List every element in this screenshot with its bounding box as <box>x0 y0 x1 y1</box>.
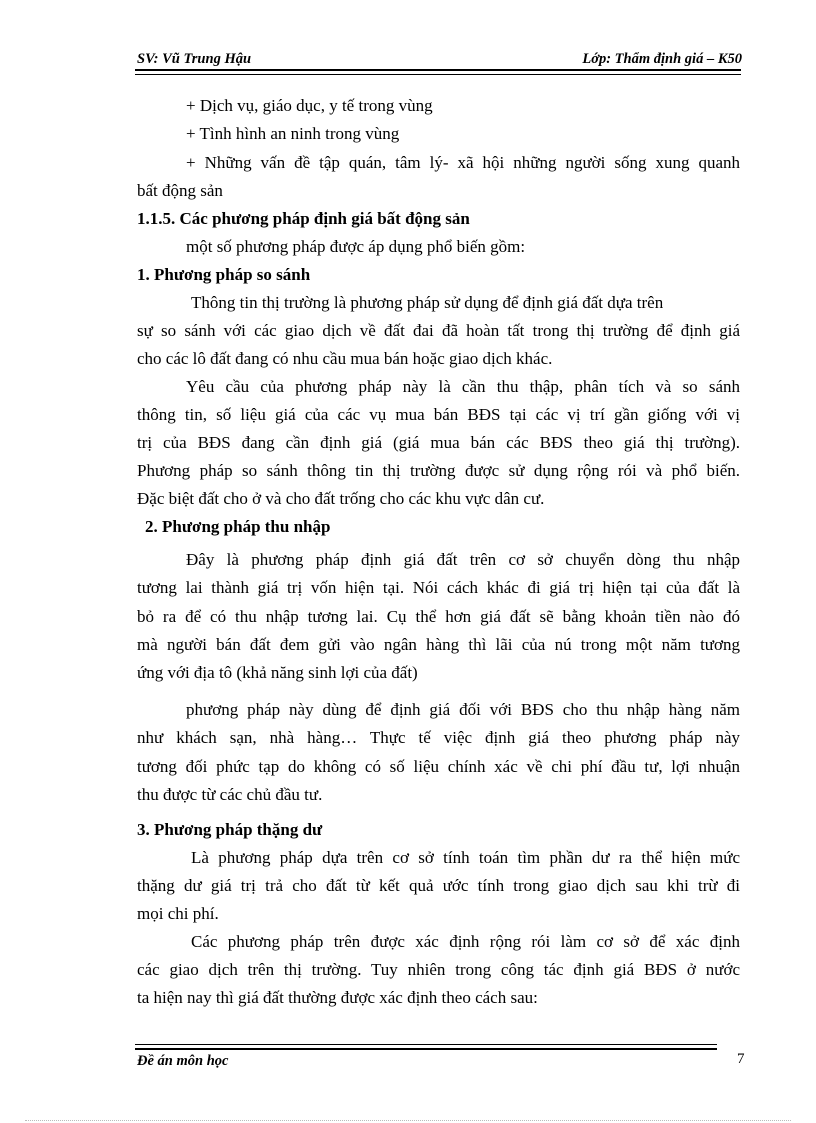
footer-rule-thick <box>135 1048 717 1050</box>
intro-line: một số phương pháp được áp dụng phổ biến gồm: <box>186 237 526 256</box>
page-bottom-divider <box>25 1120 791 1121</box>
list-item-customs-cont: bất động sản <box>137 181 223 200</box>
paragraph-line: mà người bán đất đem gửi vào ngân hàng thì lãi của nú trong một năm tương <box>137 635 740 654</box>
footer-title: Đề án môn học <box>137 1053 229 1069</box>
paragraph-line: cho các lô đất đang có nhu cầu mua bán hoặc giao dịch khác. <box>137 349 553 368</box>
paragraph-line: thặng dư giá trị trả cho đất từ kết quả ước tính trong giao dịch sau khi trừ đi <box>137 876 740 895</box>
paragraph-line: tương lai thành giá trị vốn hiện tại. Nói cách khác đi giá trị hiện tại của đất là <box>137 578 740 597</box>
paragraph-line: ứng với địa tô (khả năng sinh lợi của đất) <box>137 663 418 682</box>
header-rule-thick <box>135 69 741 71</box>
paragraph-line: Đặc biệt đất cho ở và cho đất trống cho các khu vực dân cư. <box>137 489 545 508</box>
paragraph-line: trị của BĐS đang cần định giá (giá mua bán các BĐS theo giá thị trường). <box>137 433 740 452</box>
page-number: 7 <box>737 1051 745 1067</box>
paragraph-line: Đây là phương pháp định giá đất trên cơ sở chuyển dòng thu nhập <box>186 550 740 569</box>
paragraph-line: Các phương pháp trên được xác định rộng rói làm cơ sở để xác định <box>191 932 740 951</box>
header-rule-thin <box>135 74 741 75</box>
header-class: Lớp: Thẩm định giá – K50 <box>582 51 742 67</box>
paragraph-line: thông tin, số liệu giá của các vụ mua bán BĐS tại các vị trí gần giống với vị <box>137 405 740 424</box>
list-item-customs: + Những vấn đề tập quán, tâm lý- xã hội những người sống xung quanh <box>186 153 740 172</box>
heading-comparison-method: 1. Phương pháp so sánh <box>137 265 311 284</box>
paragraph-line: Yêu cầu của phương pháp này là cần thu thập, phân tích và so sánh <box>186 377 740 396</box>
paragraph-line: sự so sánh với các giao dịch về đất đai đã hoàn tất trong thị trường để định giá <box>137 321 740 340</box>
paragraph-line: ta hiện nay thì giá đất thường được xác định theo cách sau: <box>137 988 538 1007</box>
paragraph-line: Phương pháp so sánh thông tin thị trường được sử dụng rộng rói và phổ biến. <box>137 461 740 480</box>
heading-residual-method: 3. Phương pháp thặng dư <box>137 820 323 839</box>
paragraph-line: bỏ ra để có thu nhập tương lai. Cụ thể hơn giá đất sẽ bằng khoản tiền nào đó <box>137 607 740 626</box>
paragraph-line: như khách sạn, nhà hàng… Thực tế việc định giá theo phương pháp này <box>137 728 740 747</box>
paragraph-line: Là phương pháp dựa trên cơ sở tính toán tìm phần dư ra thể hiện mức <box>191 848 740 867</box>
paragraph-line: thu được từ các chủ đầu tư. <box>137 785 323 804</box>
paragraph-line: các giao dịch trên thị trường. Tuy nhiên trong công tác định giá BĐS ở nước <box>137 960 740 979</box>
paragraph-line: mọi chi phí. <box>137 904 219 923</box>
paragraph-line: phương pháp này dùng để định giá đối với BĐS cho thu nhập hàng năm <box>186 700 740 719</box>
paragraph-line: tương đối phức tạp do không có số liệu chính xác về chi phí đầu tư, lợi nhuận <box>137 757 740 776</box>
header-student-name: SV: Vũ Trung Hậu <box>137 51 252 67</box>
footer-rule-thin <box>135 1044 717 1045</box>
section-heading-1-1-5: 1.1.5. Các phương pháp định giá bất động sản <box>137 209 470 228</box>
heading-income-method: 2. Phương pháp thu nhập <box>145 517 331 536</box>
list-item-services: + Dịch vụ, giáo dục, y tế trong vùng <box>186 96 433 115</box>
list-item-security: + Tình hình an ninh trong vùng <box>186 124 400 143</box>
paragraph-line: Thông tin thị trường là phương pháp sử dụng để định giá đất dựa trên <box>191 293 664 312</box>
